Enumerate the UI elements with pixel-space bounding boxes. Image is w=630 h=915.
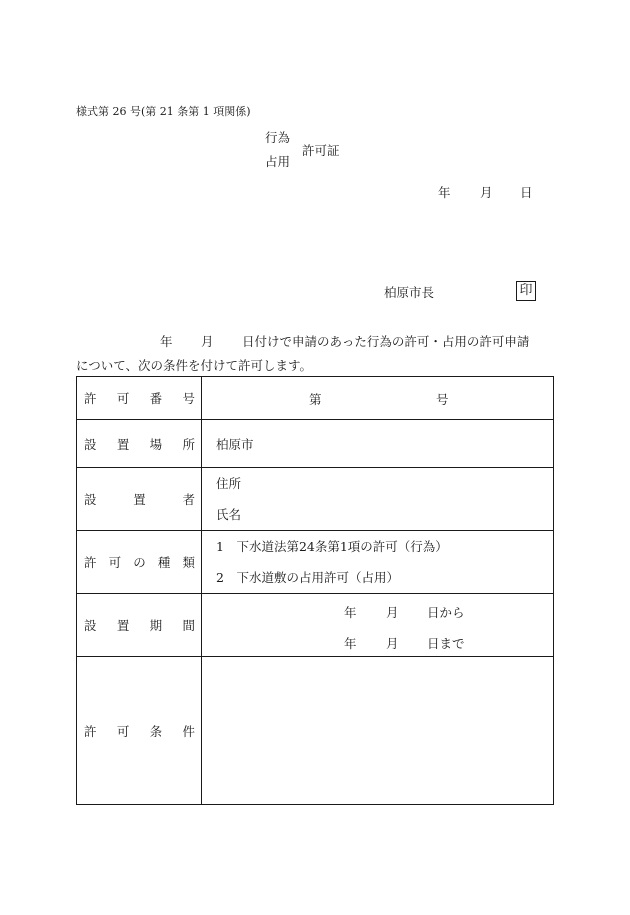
label-char: 可 <box>108 555 122 570</box>
label-char: 号 <box>182 391 195 406</box>
label-char: 許 <box>84 723 97 739</box>
label-char: 種 <box>157 555 171 570</box>
label-char: 設 <box>84 492 97 507</box>
issuer: 柏原市長 <box>384 285 435 300</box>
date-month: 月 <box>480 185 493 200</box>
permit-number-prefix: 第 <box>309 392 322 407</box>
row-permit-type <box>77 531 554 594</box>
installer-name-label: 氏名 <box>216 507 242 522</box>
label-permit-number <box>77 377 202 420</box>
label-char: 間 <box>182 618 195 633</box>
label-conditions <box>77 657 202 805</box>
label-char: 設 <box>84 436 97 452</box>
seal-mark: 印 <box>516 281 536 301</box>
intro-month: 月 <box>201 334 214 349</box>
title-option-act: 行為 <box>265 130 291 145</box>
label-installer <box>77 468 202 531</box>
label-char: 番 <box>149 391 163 406</box>
row-permit-number <box>77 377 554 420</box>
row-conditions <box>77 657 554 805</box>
label-char: 類 <box>182 555 195 570</box>
label-char: 可 <box>116 723 130 739</box>
permit-table <box>76 376 554 805</box>
permit-type-option-act[interactable]: 1 下水道法第24条第1項の許可（行為） <box>216 539 448 554</box>
label-char: 置 <box>116 618 130 633</box>
label-char: 場 <box>149 436 163 452</box>
form-id: 様式第 26 号(第 21 条第 1 項関係) <box>76 105 251 118</box>
intro-text-line1: 日付けで申請のあった行為の許可・占用の許可申請 <box>242 334 530 349</box>
installer-cell[interactable] <box>202 468 554 531</box>
permit-type-cell[interactable] <box>202 531 554 594</box>
period-from-month: 月 <box>386 605 399 620</box>
label-permit-type <box>77 531 202 594</box>
conditions-cell[interactable] <box>202 657 554 805</box>
period-to-year: 年 <box>344 636 357 651</box>
label-char: 置 <box>116 436 130 452</box>
title-option-occupancy: 占用 <box>265 154 291 169</box>
label-location <box>77 420 202 468</box>
label-char: 置 <box>133 492 146 507</box>
permit-number-suffix: 号 <box>436 392 449 407</box>
label-char: 所 <box>182 436 195 452</box>
label-char: の <box>133 555 146 570</box>
permit-number-cell[interactable] <box>202 377 554 420</box>
label-char: 条 <box>149 723 163 739</box>
row-installer <box>77 468 554 531</box>
row-location <box>77 420 554 468</box>
label-char: 者 <box>182 492 195 507</box>
location-value: 柏原市 <box>216 436 254 452</box>
location-cell[interactable] <box>202 420 554 468</box>
period-from-year: 年 <box>344 605 357 620</box>
intro-text-line2: について、次の条件を付けて許可します。 <box>76 358 313 373</box>
period-from-day: 日から <box>427 605 465 620</box>
row-period <box>77 594 554 657</box>
period-to-day: 日まで <box>427 636 465 651</box>
label-char: 設 <box>84 618 97 633</box>
label-period <box>77 594 202 657</box>
intro-year: 年 <box>160 334 173 349</box>
period-to-month: 月 <box>386 636 399 651</box>
period-cell[interactable] <box>202 594 554 657</box>
label-char: 許 <box>84 555 97 570</box>
label-char: 件 <box>182 723 195 739</box>
permit-type-option-occupancy[interactable]: 2 下水道敷の占用許可（占用） <box>216 570 399 585</box>
label-char: 許 <box>84 391 97 406</box>
date-day: 日 <box>520 185 533 200</box>
label-char: 可 <box>116 391 130 406</box>
installer-address-label: 住所 <box>216 476 242 491</box>
title-suffix: 許可証 <box>302 143 340 158</box>
date-year: 年 <box>438 185 451 200</box>
label-char: 期 <box>149 618 163 633</box>
